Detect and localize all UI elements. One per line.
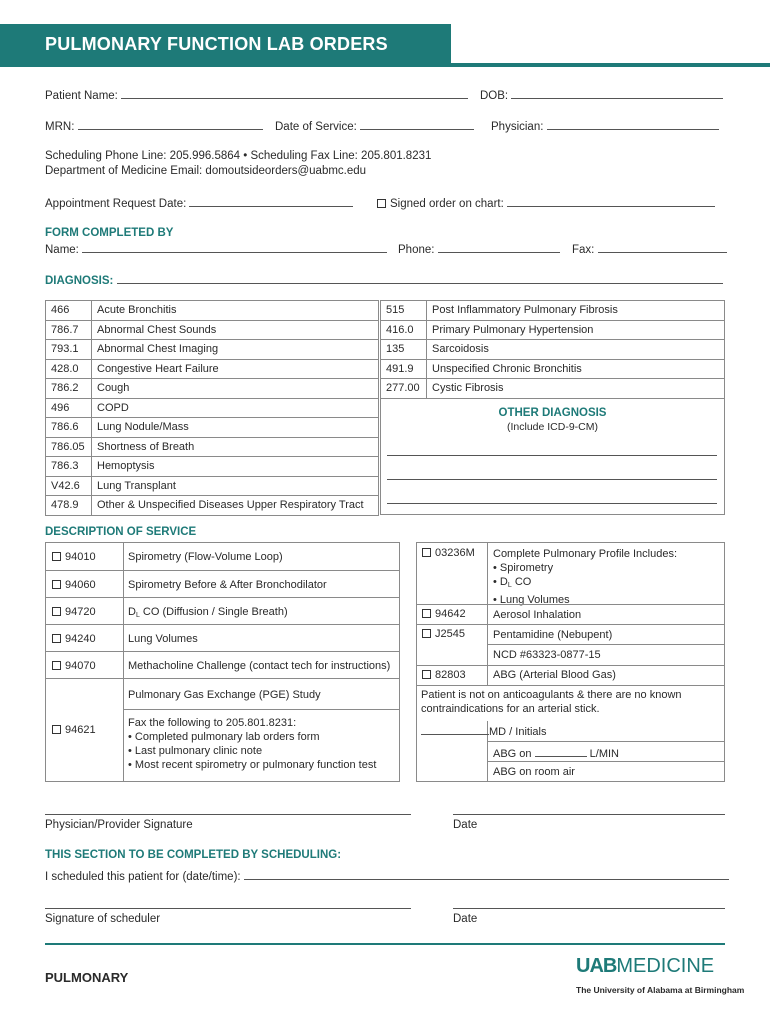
diagnosis-code: 786.3 [46, 457, 92, 477]
signed-order-field[interactable] [507, 196, 715, 207]
service-row [46, 543, 399, 570]
signed-order-label: Signed order on chart: [390, 198, 504, 210]
service-code-cell [52, 633, 96, 645]
diagnosis-description: Hemoptysis [92, 457, 379, 477]
scheduler-date-label: Date [453, 913, 478, 925]
profile-code-row [422, 547, 475, 559]
diagnosis-row-item[interactable] [381, 340, 725, 360]
mrn-label: MRN: [45, 121, 75, 133]
aerosol-checkbox[interactable] [422, 609, 431, 618]
diagnosis-table-left [45, 300, 379, 516]
pentamidine-checkbox[interactable] [422, 629, 431, 638]
diagnosis-table-right [380, 300, 725, 399]
diagnosis-row-item[interactable] [46, 496, 379, 516]
diagnosis-description: Cystic Fibrosis [427, 379, 725, 399]
diagnosis-row-item[interactable] [46, 359, 379, 379]
diagnosis-code: 416.0 [381, 320, 427, 340]
diagnosis-heading: DIAGNOSIS: [45, 275, 114, 287]
service-code-cell [52, 551, 96, 563]
diagnosis-description: Abnormal Chest Imaging [92, 340, 379, 360]
diagnosis-row-item[interactable] [46, 340, 379, 360]
pge-fax-item: • Most recent spirometry or pulmonary function test [128, 759, 377, 771]
service-table-left [45, 542, 400, 782]
aerosol-code: 94642 [435, 608, 466, 620]
signed-order-row [377, 196, 715, 210]
diagnosis-row-item[interactable] [46, 476, 379, 496]
contact-phone-fax: Scheduling Phone Line: 205.996.5864 • Scheduling Fax Line: 205.801.8231 [45, 150, 432, 162]
aerosol-desc: Aerosol Inhalation [493, 609, 582, 621]
md-initials-row [421, 724, 546, 738]
abg-on-lmin-field[interactable] [535, 746, 587, 757]
scheduler-date-line[interactable] [453, 908, 725, 909]
date-of-service-row [275, 119, 474, 133]
appointment-request-label: Appointment Request Date: [45, 198, 187, 210]
profile-list [493, 547, 677, 607]
appointment-request-row [45, 196, 353, 210]
scheduled-for-field[interactable] [244, 869, 729, 880]
other-diagnosis-heading: OTHER DIAGNOSIS [498, 407, 607, 419]
diagnosis-code: 428.0 [46, 359, 92, 379]
abg-desc: ABG (Arterial Blood Gas) [493, 669, 616, 681]
pentamidine-desc: Pentamidine (Nebupent) [493, 629, 613, 641]
physician-signature-line[interactable] [45, 814, 411, 815]
scheduler-signature-label: Signature of scheduler [45, 913, 161, 925]
service-checkbox[interactable] [52, 661, 61, 670]
dob-row [480, 88, 723, 102]
pentamidine-code-row [422, 628, 465, 640]
signed-order-checkbox[interactable] [377, 199, 386, 208]
form-completed-phone-row [398, 242, 560, 256]
diagnosis-description: Primary Pulmonary Hypertension [427, 320, 725, 340]
service-code: 94720 [65, 606, 96, 618]
dob-label: DOB: [480, 90, 509, 102]
abg-code-row [422, 669, 466, 681]
uab-medicine-logo: UABMEDICINE [576, 955, 715, 977]
profile-item-lung-volumes: • Lung Volumes [493, 594, 570, 606]
diagnosis-row-item[interactable] [46, 457, 379, 477]
diagnosis-row-item[interactable] [381, 359, 725, 379]
aerosol-code-row [422, 608, 466, 620]
diagnosis-code: 786.2 [46, 379, 92, 399]
service-description: $D_L$ CO (Diffusion / Single Breath) [128, 606, 288, 619]
diagnosis-row-item[interactable] [46, 320, 379, 340]
service-checkbox[interactable] [52, 580, 61, 589]
date-of-service-field[interactable] [360, 119, 474, 130]
diagnosis-code: V42.6 [46, 476, 92, 496]
diagnosis-description: Abnormal Chest Sounds [92, 320, 379, 340]
physician-field[interactable] [547, 119, 719, 130]
service-code: 94240 [65, 633, 96, 645]
scheduling-heading: THIS SECTION TO BE COMPLETED BY SCHEDULING: [45, 849, 342, 861]
dob-field[interactable] [511, 88, 723, 99]
diagnosis-code: 277.00 [381, 379, 427, 399]
diagnosis-code: 478.9 [46, 496, 92, 516]
service-row [46, 624, 399, 651]
diagnosis-description: Acute Bronchitis [92, 301, 379, 321]
diagnosis-description: Unspecified Chronic Bronchitis [427, 359, 725, 379]
anticoagulant-note: Patient is not on anticoagulants & there are no known contraindications for an arterial stick. [421, 689, 682, 715]
diagnosis-description: COPD [92, 398, 379, 418]
scheduled-for-label: I scheduled this patient for (date/time): [45, 871, 241, 883]
diagnosis-row-item[interactable] [381, 301, 725, 321]
diagnosis-description: Lung Transplant [92, 476, 379, 496]
profile-code: 03236M [435, 547, 475, 559]
patient-name-label: Patient Name: [45, 90, 118, 102]
diagnosis-description: Other & Unspecified Diseases Upper Respiratory Tract [92, 496, 379, 516]
pge-title: Pulmonary Gas Exchange (PGE) Study [128, 689, 321, 701]
service-code-cell [52, 606, 96, 618]
service-table-right [416, 542, 725, 782]
form-completed-name-row [45, 242, 387, 256]
physician-date-label: Date [453, 819, 478, 831]
service-heading: DESCRIPTION OF SERVICE [45, 526, 197, 538]
service-checkbox[interactable] [52, 607, 61, 616]
uab-logo-subtitle: The University of Alabama at Birmingham [576, 985, 745, 995]
profile-item-spirometry: • Spirometry [493, 562, 554, 574]
pge-fax-item: • Completed pulmonary lab orders form [128, 731, 320, 743]
other-diagnosis-line-2[interactable] [387, 479, 717, 480]
footer-department: PULMONARY [45, 970, 129, 985]
pge-fax-list [128, 716, 376, 772]
service-code: 94070 [65, 660, 96, 672]
physician-date-line[interactable] [453, 814, 725, 815]
service-checkbox[interactable] [52, 634, 61, 643]
patient-name-row [45, 88, 468, 102]
form-completed-phone-field[interactable] [438, 242, 560, 253]
diagnosis-description: Post Inflammatory Pulmonary Fibrosis [427, 301, 725, 321]
pge-checkbox[interactable] [52, 725, 61, 734]
physician-label: Physician: [491, 121, 544, 133]
diagnosis-code: 491.9 [381, 359, 427, 379]
other-diagnosis-line-3[interactable] [387, 503, 717, 504]
service-code-cell [52, 579, 96, 591]
abg-code: 82803 [435, 669, 466, 681]
ncd-number: NCD #63323-0877-15 [493, 649, 601, 661]
service-description: Spirometry Before & After Bronchodilator [128, 579, 327, 591]
service-row [46, 570, 399, 597]
pge-code-row [52, 724, 96, 736]
physician-row [491, 119, 719, 133]
diagnosis-code: 496 [46, 398, 92, 418]
profile-checkbox[interactable] [422, 548, 431, 557]
form-completed-name-field[interactable] [82, 242, 387, 253]
form-completed-fax-field[interactable] [598, 242, 727, 253]
mrn-field[interactable] [78, 119, 263, 130]
footer-rule [45, 943, 725, 945]
service-description: Methacholine Challenge (contact tech for instructions) [128, 660, 391, 672]
diagnosis-code: 135 [381, 340, 427, 360]
diagnosis-row [45, 273, 723, 287]
diagnosis-row-item[interactable] [381, 320, 725, 340]
md-initials-field[interactable] [421, 724, 489, 735]
pge-fax-intro: Fax the following to 205.801.8231: [128, 717, 297, 729]
diagnosis-row-item[interactable] [46, 398, 379, 418]
other-diagnosis-line-1[interactable] [387, 455, 717, 456]
mrn-row [45, 119, 263, 133]
diagnosis-description: Lung Nodule/Mass [92, 418, 379, 438]
profile-title: Complete Pulmonary Profile Includes: [493, 548, 678, 560]
profile-item-dlco: • $D_L$ CO [493, 576, 532, 589]
service-checkbox[interactable] [52, 552, 61, 561]
date-of-service-label: Date of Service: [275, 121, 357, 133]
scheduler-signature-line[interactable] [45, 908, 411, 909]
diagnosis-row-item[interactable] [46, 379, 379, 399]
diagnosis-code: 466 [46, 301, 92, 321]
service-description: Lung Volumes [128, 633, 198, 645]
patient-name-field[interactable] [121, 88, 468, 99]
diagnosis-field[interactable] [117, 273, 723, 284]
abg-on-unit: L/MIN [589, 748, 619, 760]
diagnosis-row-item[interactable] [46, 301, 379, 321]
pentamidine-code: J2545 [435, 628, 465, 640]
diagnosis-code: 786.05 [46, 437, 92, 457]
form-completed-heading: FORM COMPLETED BY [45, 227, 174, 239]
form-completed-fax-label: Fax: [572, 244, 595, 256]
header-rule [0, 63, 770, 67]
pge-code: 94621 [65, 724, 96, 736]
abg-on-row [493, 746, 619, 760]
abg-room-air: ABG on room air [493, 766, 575, 778]
service-description: Spirometry (Flow-Volume Loop) [128, 551, 283, 563]
service-code-cell [52, 660, 96, 672]
form-completed-name-label: Name: [45, 244, 79, 256]
abg-on-prefix: ABG on [493, 748, 532, 760]
diagnosis-code: 786.7 [46, 320, 92, 340]
service-code: 94060 [65, 579, 96, 591]
form-completed-phone-label: Phone: [398, 244, 435, 256]
service-code: 94010 [65, 551, 96, 563]
pge-fax-item: • Last pulmonary clinic note [128, 745, 263, 757]
diagnosis-description: Cough [92, 379, 379, 399]
diagnosis-code: 786.6 [46, 418, 92, 438]
diagnosis-row-item[interactable] [46, 418, 379, 438]
diagnosis-code: 793.1 [46, 340, 92, 360]
contact-email: Department of Medicine Email: domoutsideorders@uabmc.edu [45, 165, 367, 177]
md-initials-label: MD / Initials [489, 726, 547, 738]
pge-block [46, 678, 399, 781]
diagnosis-code: 515 [381, 301, 427, 321]
diagnosis-description: Shortness of Breath [92, 437, 379, 457]
service-row [46, 651, 399, 678]
form-completed-fax-row [572, 242, 727, 256]
appointment-request-field[interactable] [189, 196, 353, 207]
diagnosis-row-item[interactable] [381, 379, 725, 399]
other-diagnosis-sub: (Include ICD-9-CM) [506, 421, 598, 433]
diagnosis-description: Sarcoidosis [427, 340, 725, 360]
diagnosis-row-item[interactable] [46, 437, 379, 457]
abg-checkbox[interactable] [422, 670, 431, 679]
page-title: PULMONARY FUNCTION LAB ORDERS [45, 34, 388, 54]
physician-signature-label: Physician/Provider Signature [45, 819, 193, 831]
scheduled-for-row [45, 869, 729, 883]
diagnosis-description: Congestive Heart Failure [92, 359, 379, 379]
service-row [46, 597, 399, 624]
other-diagnosis-box [380, 397, 725, 515]
